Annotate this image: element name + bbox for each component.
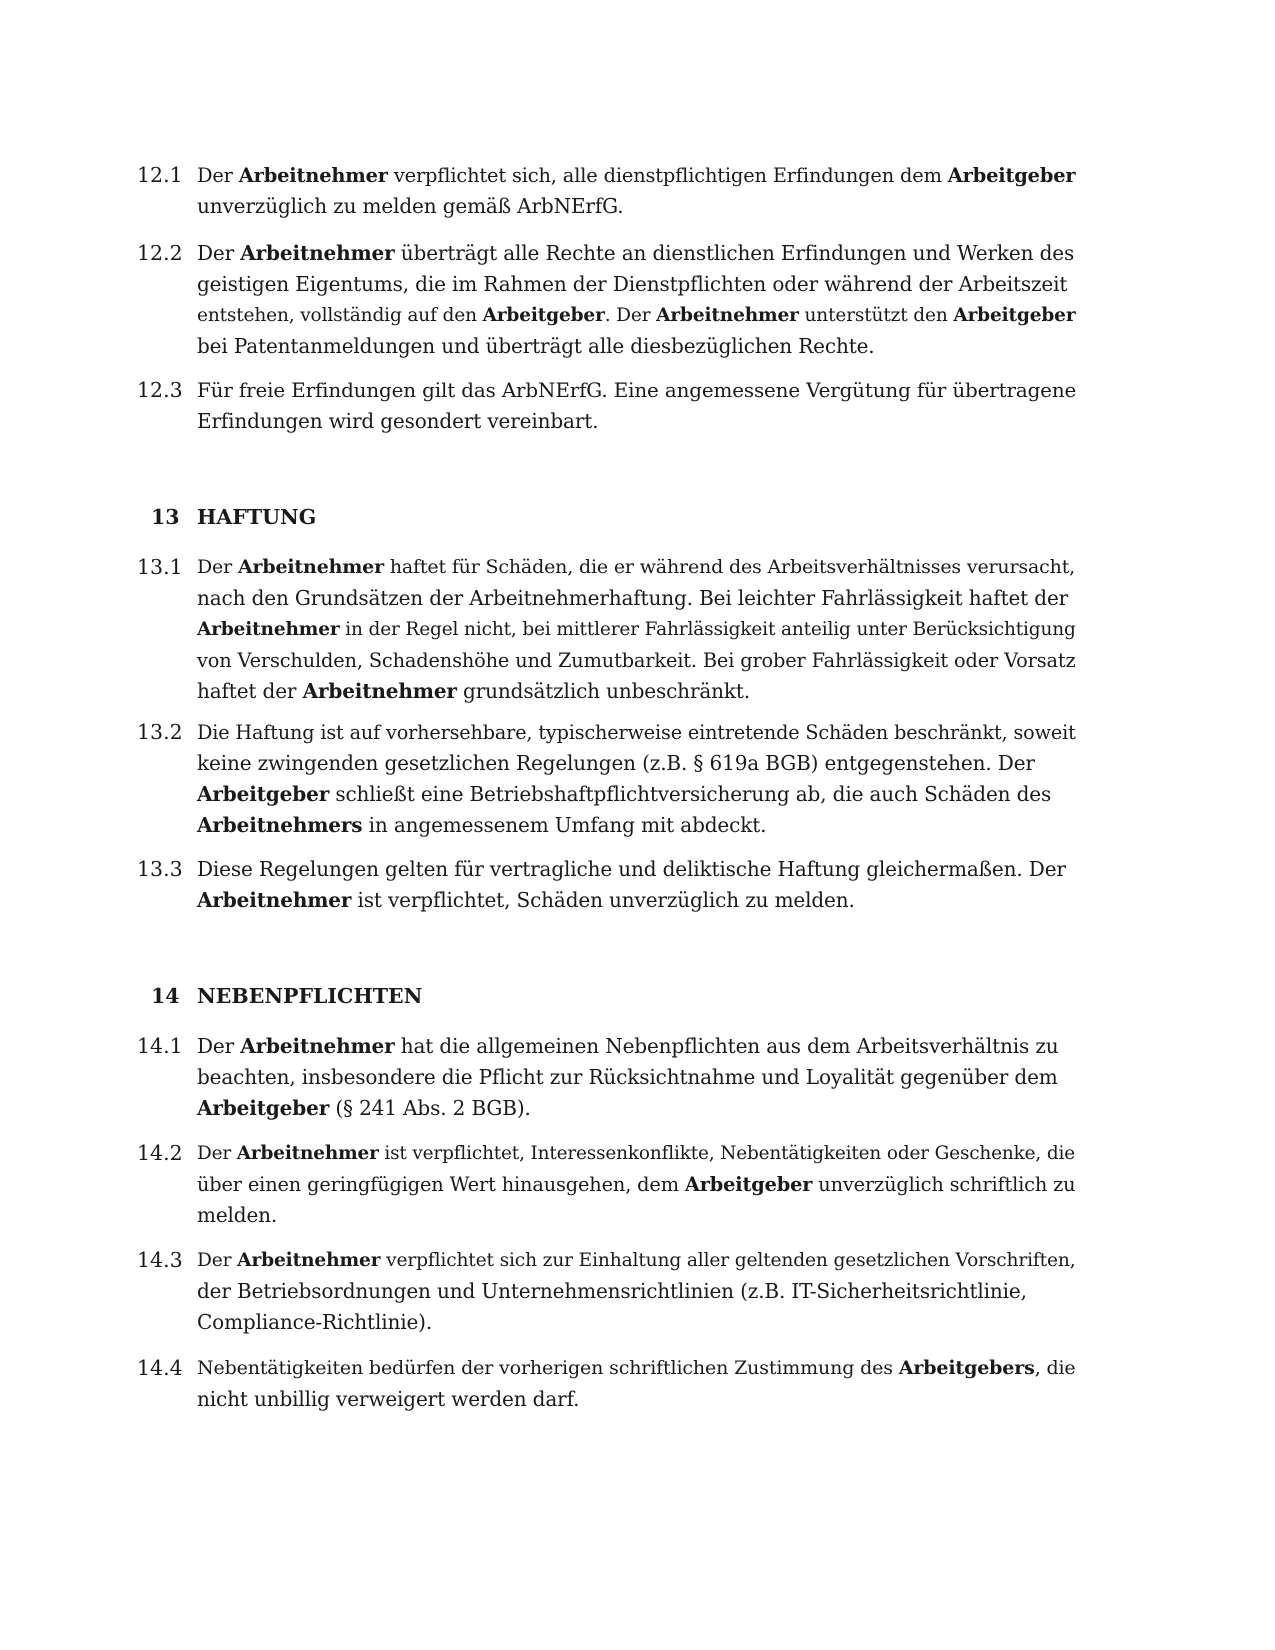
text-span: über einen geringfügigen Wert hinausgehen, dem [197, 1173, 685, 1196]
text-line [197, 1138, 1097, 1169]
text-line [197, 1031, 1097, 1062]
party-term: Arbeitnehmer [237, 1250, 381, 1271]
text-line [197, 1245, 1097, 1276]
text-span: (§ 241 Abs. 2 BGB). [329, 1096, 531, 1120]
text-line: von Verschulden, Schadenshöhe und Zumutbarkeit. Bei grober Fahrlässigkeit oder Vorsatz [197, 649, 1076, 672]
clause-text [197, 854, 1097, 916]
text-span: ist verpflichtet, Interessenkonflikte, Nebentätigkeiten oder Geschenke, die [378, 1143, 1076, 1164]
text-span: Der [197, 556, 238, 578]
text-span: Der [197, 1250, 238, 1271]
clause-number: 13.1 [137, 555, 183, 579]
text-span: verpflichtet sich zur Einhaltung aller geltenden gesetzlichen Vorschriften, [380, 1250, 1076, 1271]
text-line [197, 552, 1097, 583]
text-line: bei Patentanmeldungen und überträgt alle diesbezüglichen Rechte. [197, 334, 875, 358]
text-line [197, 238, 1097, 269]
section-number: 13 [151, 505, 180, 529]
party-term: Arbeitnehmer [238, 164, 388, 187]
text-line [197, 160, 1097, 191]
text-span: schließt eine Betriebshaftpflichtversicherung ab, die auch Schäden des [329, 782, 1052, 806]
party-term: Arbeitgeber [947, 164, 1076, 187]
clause-number: 13.3 [137, 857, 183, 881]
clause-number: 14.3 [137, 1248, 183, 1272]
text-line [197, 885, 1097, 916]
clause-number: 14.2 [137, 1141, 183, 1165]
text-line: der Betriebsordnungen und Unternehmensrichtlinien (z.B. IT-Sicherheitsrichtlinie, [197, 1279, 1027, 1303]
text-span: grundsätzlich unbeschränkt. [456, 679, 751, 703]
text-line [197, 1353, 1097, 1384]
text-span: Nebentätigkeiten bedürfen der vorherigen schriftlichen Zustimmung des [197, 1357, 899, 1379]
text-line [197, 1093, 1097, 1124]
text-line: Erfindungen wird gesondert vereinbart. [197, 409, 599, 433]
text-span: verpflichtet sich, alle dienstpflichtigen Erfindungen dem [387, 164, 948, 187]
clause-text [197, 717, 1097, 841]
party-term: Arbeitgeber [197, 1096, 330, 1120]
party-term: Arbeitgeber [684, 1173, 813, 1196]
clause-number: 13.2 [137, 720, 183, 744]
party-term: Arbeitnehmers [197, 813, 363, 837]
text-span: überträgt alle Rechte an dienstlichen Erfindungen und Werken des [394, 241, 1075, 265]
party-term: Arbeitnehmer [236, 1143, 379, 1164]
text-line [197, 779, 1097, 810]
clause-text [197, 1353, 1097, 1415]
clause-text [197, 238, 1097, 362]
text-span: in der Regel nicht, bei mittlerer Fahrlässigkeit anteilig unter Berücksichtigung [339, 619, 1076, 640]
party-term: Arbeitnehmer [197, 619, 340, 640]
text-span: Der [197, 241, 241, 265]
text-line: keine zwingenden gesetzlichen Regelungen (z.B. § 619a BGB) entgegenstehen. Der [197, 751, 1035, 775]
clause-number: 12.3 [137, 378, 183, 402]
party-term: Arbeitgeber [482, 305, 605, 326]
party-term: Arbeitnehmer [656, 305, 799, 326]
text-line: Diese Regelungen gelten für vertragliche und deliktische Haftung gleichermaßen. Der [197, 857, 1066, 881]
clause-text [197, 1031, 1097, 1124]
party-term: Arbeitnehmer [240, 1034, 395, 1058]
section-number: 14 [151, 984, 180, 1008]
clause-text [197, 375, 1097, 437]
clause-text [197, 160, 1097, 222]
text-line: Für freie Erfindungen gilt das ArbNErfG. Eine angemessene Vergütung für übertragene [197, 379, 1077, 402]
section-title: HAFTUNG [197, 505, 317, 529]
text-span: ist verpflichtet, Schäden unverzüglich zu melden. [351, 888, 855, 912]
party-term: Arbeitgeber [197, 782, 330, 806]
text-line [197, 810, 1097, 841]
text-line: geistigen Eigentums, die im Rahmen der Dienstpflichten oder während der Arbeitszeit [197, 272, 1068, 296]
text-span: Der [197, 1034, 241, 1058]
text-span: haftet der [197, 679, 303, 703]
text-span: entstehen, vollständig auf den [197, 305, 483, 326]
text-line: Compliance-Richtlinie). [197, 1310, 433, 1334]
text-span: Der [197, 1143, 237, 1164]
text-line [197, 614, 1097, 645]
text-line [197, 676, 1097, 707]
party-term: Arbeitnehmer [240, 241, 395, 265]
clause-text [197, 552, 1097, 707]
text-span: . Der [604, 305, 657, 326]
clause-number: 14.4 [137, 1356, 183, 1380]
party-term: Arbeitgeber [953, 305, 1076, 326]
clause-number: 12.2 [137, 241, 183, 265]
text-span: , die [1034, 1357, 1076, 1379]
text-line: melden. [197, 1203, 278, 1227]
text-line [197, 1169, 1097, 1200]
text-line [197, 300, 1097, 331]
text-line: nicht unbillig verweigert werden darf. [197, 1387, 580, 1411]
party-term: Arbeitnehmer [197, 888, 352, 912]
text-line: Die Haftung ist auf vorhersehbare, typischerweise eintretende Schäden beschränkt, soweit [197, 721, 1076, 744]
text-span: haftet für Schäden, die er während des Arbeitsverhältnisses verursacht, [383, 556, 1076, 578]
party-term: Arbeitnehmer [237, 556, 384, 578]
text-span: in angemessenem Umfang mit abdeckt. [362, 813, 767, 837]
text-span: hat die allgemeinen Nebenpflichten aus dem Arbeitsverhältnis zu [394, 1034, 1059, 1058]
clause-number: 14.1 [137, 1034, 183, 1058]
clause-text [197, 1138, 1097, 1231]
text-line: nach den Grundsätzen der Arbeitnehmerhaftung. Bei leichter Fahrlässigkeit haftet der [197, 586, 1069, 610]
text-span: unverzüglich schriftlich zu [812, 1173, 1076, 1196]
text-span: unterstützt den [798, 305, 954, 326]
party-term: Arbeitnehmer [302, 679, 457, 703]
section-title: NEBENPFLICHTEN [197, 984, 423, 1008]
clause-text [197, 1245, 1097, 1338]
text-line: unverzüglich zu melden gemäß ArbNErfG. [197, 194, 624, 218]
text-line: beachten, insbesondere die Pflicht zur Rücksichtnahme und Loyalität gegenüber dem [197, 1065, 1058, 1089]
party-term: Arbeitgebers [898, 1357, 1035, 1379]
text-span: Der [197, 164, 239, 187]
clause-number: 12.1 [137, 163, 183, 187]
